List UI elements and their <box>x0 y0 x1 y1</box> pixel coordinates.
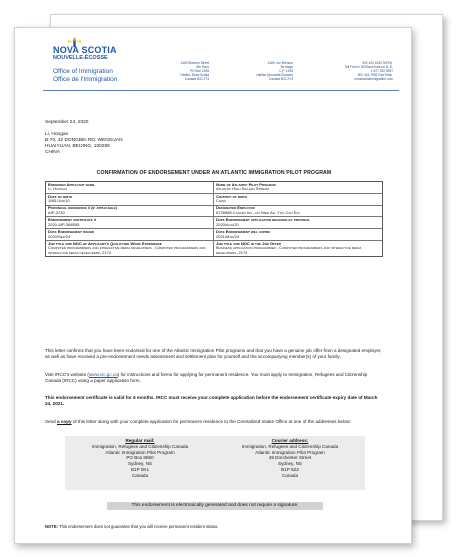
field-label: Name of Atlantic Pilot Program <box>216 181 276 187</box>
addressee-street: B-70, 32 DONGBEI RD. WENGUAN <box>45 138 123 143</box>
table-cell <box>46 241 214 256</box>
confirmation-paragraph: This letter confirms that you have been endorsed for one of the Atlantic Immigration Pilot programs and that you have a genuine job offer from a designated employer, as well as have received a pre-endorsement needs assessment and settlement plan for yourself and the accompanying member(s) of your family. <box>45 348 382 360</box>
field-label: Date Endorsement will expire <box>216 228 271 234</box>
ircc-website-link[interactable]: www.cic.gc.ca <box>88 372 118 377</box>
table-cell <box>46 182 214 193</box>
table-cell <box>46 229 214 240</box>
field-label: Endorsed Applicant name <box>48 181 95 187</box>
courier-address: Courier address: Immigration, Refugees and Citizenship Canada Atlantic Immigration Pilot Program 49 Dorchester Street Sydney, NS B1P 5Z2 Canada <box>215 436 365 490</box>
field-value: 2021/Mar/24 <box>216 233 240 239</box>
addressee-block <box>45 132 123 156</box>
table-cell <box>214 194 382 205</box>
field-label: Country of birth <box>216 193 247 199</box>
field-label: Designated Employer <box>216 205 255 211</box>
field-label: Endorsement certificate # <box>48 217 97 223</box>
table-cell <box>214 217 382 228</box>
table-cell <box>214 229 382 240</box>
letterhead-address-en: 1469 Brenton Street 5th Floor PO Box 1535 Halifax, Nova Scotia Canada B3J 2Y3 <box>180 61 209 82</box>
field-value: AIP-3730 <box>48 209 65 215</box>
table-cell <box>46 217 214 228</box>
field-value: 6728568 Canada Inc. o/a Mezi All You Can Eat <box>216 209 300 215</box>
office-name-fr: Office de l'Immigration <box>53 76 118 83</box>
brand-name-en: NOVA SCOTIA <box>53 45 117 55</box>
validity-paragraph: This endorsement certificate is valid for 6 months. IRCC must receive your complete application before the endorsement certificate expiry date of March 24, 2021. <box>45 395 378 407</box>
letter-title: CONFIRMATION OF ENDORSEMENT UNDER AN ATLANTIC IMMIGRATION PILOT PROGRAM <box>96 170 332 176</box>
field-label: Job title and NOC of Applicant's Qualifying Work Experience <box>48 240 162 246</box>
field-value: China <box>216 198 227 204</box>
field-value: 2020/Aug/20 <box>216 221 239 227</box>
field-value: 2020-AIP-366555 <box>48 221 80 227</box>
table-cell <box>46 206 214 217</box>
table-row <box>46 229 382 241</box>
regular-mail-address: Regular mail: Immigration, Refugees and Citizenship Canada Atlantic Immigration Pilot Program PO Box 8860 Sydney, NS B1P 0K1 Canada <box>65 436 215 490</box>
field-value: Business application programmer , Computer programmers and interactive media developers, 2174 <box>216 245 362 255</box>
table-row <box>46 194 382 206</box>
send-copy-paragraph: Send a copy of this letter along with your complete application for permanent residence to the Centralized Intake Office at one of the addresses below: <box>45 419 352 424</box>
field-label: Date Endorsement application received by province <box>216 217 310 223</box>
table-cell <box>214 241 382 256</box>
field-value: Atlantic High Skilled Stream <box>216 186 269 192</box>
field-value: Li, Hongan <box>48 186 68 192</box>
addressee-city: HUAIYUAN, BEIJING, 100289 <box>45 144 110 149</box>
electronic-generation-banner: This endorsement is electronically generated and does not require a signature. <box>107 502 323 510</box>
addressee-name: Li, Hongan <box>45 132 69 137</box>
courier-heading: Courier address: <box>271 438 309 443</box>
footer-note: NOTE: This endorsement does not guarantee that you will receive permanent resident status. <box>45 524 219 529</box>
field-label: Date Endorsement issued <box>48 228 95 234</box>
table-row <box>46 206 382 218</box>
header-divider <box>43 90 399 91</box>
letterhead-contact: 902 424 5230 Tel/Tél. Toll Free in NS/Sans frais en N.-É. 1 877 292 9597 902 424 7936 Fax/Téléc. novascotiaimmigration.com <box>344 61 393 82</box>
field-label: Job title and NOC in the Job Offer <box>216 240 281 246</box>
table-cell <box>214 206 382 217</box>
field-label: Date of birth <box>48 193 73 199</box>
field-label: Provincial reference # (if applicable) <box>48 205 117 211</box>
table-cell <box>214 182 382 193</box>
table-row <box>46 241 382 256</box>
endorsement-letter-page <box>14 27 412 544</box>
instructions-paragraph: Visit IRCC's website (www.cic.gc.ca) for instructions and forms for applying for permanent residence. You must apply to Immigration, Refugees and Citizenship Canada (IRCC) using a paper application form. <box>45 372 368 384</box>
field-value: 1981/Jan/10 <box>48 198 70 204</box>
regular-mail-heading: Regular mail: <box>125 438 155 443</box>
office-name-en: Office of Immigration <box>53 68 113 75</box>
table-cell <box>46 194 214 205</box>
brand-name-fr: NOUVELLE-ÉCOSSE <box>53 55 108 61</box>
addressee-country: CHINA <box>45 150 60 155</box>
letterhead-address-fr: 1469, rue Brenton 5e étage C.P. 1535 Halifax (Nouvelle-Écosse) Canada B3J 2Y3 <box>256 61 293 82</box>
field-value: Computer programmers and interactive media developers , Computer programmers and interactive media developers, 2174 <box>48 245 206 255</box>
endorsement-details-table <box>45 181 383 257</box>
field-value: 2020/Sep/24 <box>48 233 71 239</box>
table-row <box>46 217 382 229</box>
letter-date: September 24, 2020 <box>45 120 89 125</box>
table-row <box>46 182 382 194</box>
